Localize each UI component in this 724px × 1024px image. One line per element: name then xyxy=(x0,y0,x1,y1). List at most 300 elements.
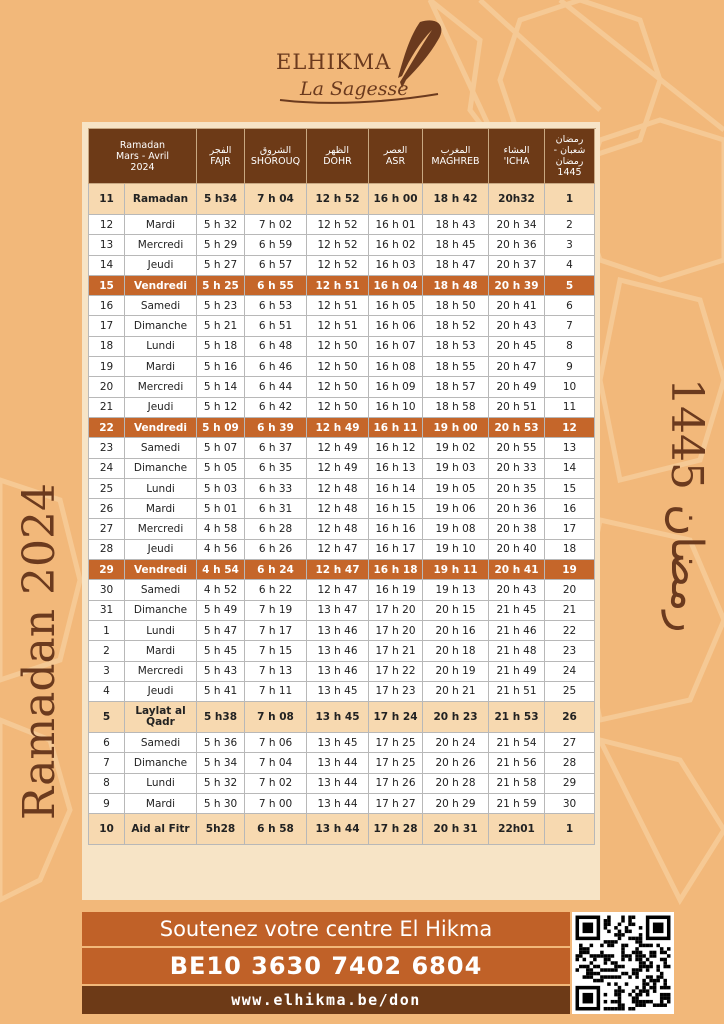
hijri-date: 25 xyxy=(545,681,595,701)
dohr-time: 13 h 47 xyxy=(307,600,369,620)
hijri-date: 22 xyxy=(545,620,595,640)
asr-time: 16 h 04 xyxy=(369,275,423,295)
table-row xyxy=(89,458,595,478)
maghreb-time: 18 h 48 xyxy=(423,275,489,295)
fajr-time: 5 h 41 xyxy=(197,681,245,701)
maghreb-time: 18 h 45 xyxy=(423,235,489,255)
weekday: Dimanche xyxy=(125,458,197,478)
dohr-time: 13 h 45 xyxy=(307,681,369,701)
fajr-time: 5 h34 xyxy=(197,184,245,215)
hijri-date: 26 xyxy=(545,702,595,733)
shorouq-time: 7 h 00 xyxy=(245,794,307,814)
header-shorouq: الشروق SHOROUQ xyxy=(245,129,307,184)
icha-time: 20 h 53 xyxy=(489,417,545,437)
dohr-time: 12 h 48 xyxy=(307,519,369,539)
icha-time: 20 h 38 xyxy=(489,519,545,539)
prayer-timetable xyxy=(88,128,595,845)
gregorian-date: 20 xyxy=(89,377,125,397)
maghreb-time: 19 h 08 xyxy=(423,519,489,539)
weekday: Lundi xyxy=(125,620,197,640)
icha-time: 20 h 41 xyxy=(489,296,545,316)
maghreb-time: 19 h 00 xyxy=(423,417,489,437)
icha-time: 21 h 49 xyxy=(489,661,545,681)
icha-time: 20 h 36 xyxy=(489,235,545,255)
table-row xyxy=(89,661,595,681)
asr-time: 16 h 07 xyxy=(369,336,423,356)
dohr-time: 12 h 47 xyxy=(307,580,369,600)
fajr-time: 5 h 25 xyxy=(197,275,245,295)
shorouq-time: 6 h 24 xyxy=(245,560,307,580)
dohr-time: 12 h 48 xyxy=(307,499,369,519)
shorouq-time: 6 h 57 xyxy=(245,255,307,275)
fajr-time: 5 h 16 xyxy=(197,357,245,377)
icha-time: 20 h 41 xyxy=(489,560,545,580)
icha-time: 22h01 xyxy=(489,814,545,845)
icha-time: 20 h 55 xyxy=(489,438,545,458)
shorouq-time: 6 h 28 xyxy=(245,519,307,539)
hijri-date: 1 xyxy=(545,184,595,215)
iban-banner: BE10 3630 7402 6804 xyxy=(82,948,570,984)
asr-time: 16 h 05 xyxy=(369,296,423,316)
timetable-container xyxy=(82,122,600,900)
maghreb-time: 20 h 19 xyxy=(423,661,489,681)
maghreb-time: 18 h 50 xyxy=(423,296,489,316)
table-row xyxy=(89,397,595,417)
fajr-time: 5 h 30 xyxy=(197,794,245,814)
gregorian-date: 31 xyxy=(89,600,125,620)
icha-time: 20 h 40 xyxy=(489,539,545,559)
dohr-time: 12 h 51 xyxy=(307,275,369,295)
dohr-time: 12 h 50 xyxy=(307,377,369,397)
fajr-time: 5 h 14 xyxy=(197,377,245,397)
donation-link[interactable]: www.elhikma.be/don xyxy=(82,986,570,1014)
hijri-date: 30 xyxy=(545,794,595,814)
header-asr: العصر ASR xyxy=(369,129,423,184)
maghreb-time: 20 h 31 xyxy=(423,814,489,845)
fajr-time: 5 h 09 xyxy=(197,417,245,437)
gregorian-date: 25 xyxy=(89,478,125,498)
gregorian-date: 17 xyxy=(89,316,125,336)
asr-time: 16 h 01 xyxy=(369,215,423,235)
fajr-time: 4 h 58 xyxy=(197,519,245,539)
icha-time: 20 h 49 xyxy=(489,377,545,397)
dohr-time: 12 h 48 xyxy=(307,478,369,498)
shorouq-time: 6 h 22 xyxy=(245,580,307,600)
maghreb-time: 19 h 06 xyxy=(423,499,489,519)
shorouq-time: 7 h 08 xyxy=(245,702,307,733)
fajr-time: 5 h 29 xyxy=(197,235,245,255)
asr-time: 17 h 25 xyxy=(369,733,423,753)
header-dohr: الظهر DOHR xyxy=(307,129,369,184)
table-row xyxy=(89,499,595,519)
gregorian-date: 16 xyxy=(89,296,125,316)
dohr-time: 12 h 52 xyxy=(307,255,369,275)
weekday: Samedi xyxy=(125,296,197,316)
weekday: Mardi xyxy=(125,641,197,661)
maghreb-time: 20 h 16 xyxy=(423,620,489,640)
hijri-date: 29 xyxy=(545,773,595,793)
hijri-date: 9 xyxy=(545,357,595,377)
icha-time: 20 h 43 xyxy=(489,580,545,600)
fajr-time: 5 h 27 xyxy=(197,255,245,275)
dohr-time: 12 h 52 xyxy=(307,235,369,255)
dohr-time: 12 h 52 xyxy=(307,215,369,235)
gregorian-date: 22 xyxy=(89,417,125,437)
table-row xyxy=(89,702,595,733)
hijri-date: 19 xyxy=(545,560,595,580)
asr-time: 17 h 24 xyxy=(369,702,423,733)
asr-time: 17 h 21 xyxy=(369,641,423,661)
gregorian-date: 1 xyxy=(89,620,125,640)
hijri-date: 7 xyxy=(545,316,595,336)
fajr-time: 5 h 18 xyxy=(197,336,245,356)
maghreb-time: 20 h 26 xyxy=(423,753,489,773)
asr-time: 16 h 06 xyxy=(369,316,423,336)
dohr-time: 13 h 44 xyxy=(307,794,369,814)
gregorian-date: 19 xyxy=(89,357,125,377)
shorouq-time: 6 h 55 xyxy=(245,275,307,295)
weekday: Mercredi xyxy=(125,235,197,255)
table-row xyxy=(89,641,595,661)
maghreb-time: 18 h 55 xyxy=(423,357,489,377)
maghreb-time: 20 h 29 xyxy=(423,794,489,814)
maghreb-time: 20 h 15 xyxy=(423,600,489,620)
dohr-time: 12 h 47 xyxy=(307,539,369,559)
fajr-time: 5 h 03 xyxy=(197,478,245,498)
asr-time: 16 h 08 xyxy=(369,357,423,377)
fajr-time: 5 h 07 xyxy=(197,438,245,458)
table-row xyxy=(89,316,595,336)
icha-time: 20 h 47 xyxy=(489,357,545,377)
icha-time: 21 h 51 xyxy=(489,681,545,701)
fajr-time: 5 h 32 xyxy=(197,773,245,793)
maghreb-time: 18 h 43 xyxy=(423,215,489,235)
table-row xyxy=(89,681,595,701)
dohr-time: 13 h 44 xyxy=(307,753,369,773)
asr-time: 16 h 19 xyxy=(369,580,423,600)
weekday: Dimanche xyxy=(125,316,197,336)
shorouq-time: 6 h 48 xyxy=(245,336,307,356)
weekday: Mercredi xyxy=(125,519,197,539)
weekday: Dimanche xyxy=(125,753,197,773)
hijri-date: 12 xyxy=(545,417,595,437)
table-row xyxy=(89,753,595,773)
table-row xyxy=(89,580,595,600)
asr-time: 16 h 02 xyxy=(369,235,423,255)
fajr-time: 5 h 49 xyxy=(197,600,245,620)
weekday: Vendredi xyxy=(125,275,197,295)
gregorian-date: 9 xyxy=(89,794,125,814)
table-row xyxy=(89,560,595,580)
shorouq-time: 6 h 58 xyxy=(245,814,307,845)
dohr-time: 12 h 49 xyxy=(307,417,369,437)
fajr-time: 5 h 01 xyxy=(197,499,245,519)
shorouq-time: 7 h 13 xyxy=(245,661,307,681)
gregorian-date: 8 xyxy=(89,773,125,793)
fajr-time: 5h28 xyxy=(197,814,245,845)
dohr-time: 13 h 46 xyxy=(307,620,369,640)
gregorian-date: 3 xyxy=(89,661,125,681)
hijri-date: 3 xyxy=(545,235,595,255)
hijri-date: 20 xyxy=(545,580,595,600)
table-row xyxy=(89,814,595,845)
hijri-date: 28 xyxy=(545,753,595,773)
dohr-time: 13 h 45 xyxy=(307,702,369,733)
maghreb-time: 20 h 21 xyxy=(423,681,489,701)
icha-time: 21 h 58 xyxy=(489,773,545,793)
gregorian-date: 13 xyxy=(89,235,125,255)
qr-code[interactable] xyxy=(572,912,674,1014)
icha-time: 20 h 45 xyxy=(489,336,545,356)
fajr-time: 5 h 47 xyxy=(197,620,245,640)
gregorian-date: 6 xyxy=(89,733,125,753)
table-row xyxy=(89,794,595,814)
maghreb-time: 20 h 18 xyxy=(423,641,489,661)
weekday: Samedi xyxy=(125,438,197,458)
asr-time: 17 h 26 xyxy=(369,773,423,793)
gregorian-date: 28 xyxy=(89,539,125,559)
icha-time: 21 h 56 xyxy=(489,753,545,773)
fajr-time: 5 h 32 xyxy=(197,215,245,235)
support-banner: Soutenez votre centre El Hikma xyxy=(82,912,570,946)
shorouq-time: 7 h 11 xyxy=(245,681,307,701)
hijri-date: 17 xyxy=(545,519,595,539)
table-row xyxy=(89,215,595,235)
gregorian-date: 11 xyxy=(89,184,125,215)
weekday: Mercredi xyxy=(125,377,197,397)
gregorian-date: 30 xyxy=(89,580,125,600)
weekday: Vendredi xyxy=(125,417,197,437)
icha-time: 20 h 39 xyxy=(489,275,545,295)
fajr-time: 5 h 21 xyxy=(197,316,245,336)
icha-time: 20 h 43 xyxy=(489,316,545,336)
shorouq-time: 7 h 06 xyxy=(245,733,307,753)
hijri-date: 27 xyxy=(545,733,595,753)
hijri-date: 10 xyxy=(545,377,595,397)
dohr-time: 13 h 44 xyxy=(307,773,369,793)
maghreb-time: 19 h 02 xyxy=(423,438,489,458)
weekday: Jeudi xyxy=(125,255,197,275)
weekday: Dimanche xyxy=(125,600,197,620)
shorouq-time: 6 h 46 xyxy=(245,357,307,377)
icha-time: 20 h 35 xyxy=(489,478,545,498)
fajr-time: 4 h 56 xyxy=(197,539,245,559)
gregorian-date: 4 xyxy=(89,681,125,701)
fajr-time: 4 h 54 xyxy=(197,560,245,580)
asr-time: 16 h 18 xyxy=(369,560,423,580)
header-gregorian: Ramadan Mars - Avril 2024 xyxy=(89,129,197,184)
maghreb-time: 18 h 53 xyxy=(423,336,489,356)
weekday: Ramadan xyxy=(125,184,197,215)
asr-time: 17 h 28 xyxy=(369,814,423,845)
maghreb-time: 18 h 52 xyxy=(423,316,489,336)
icha-time: 20 h 37 xyxy=(489,255,545,275)
icha-time: 20 h 36 xyxy=(489,499,545,519)
icha-time: 21 h 53 xyxy=(489,702,545,733)
shorouq-time: 7 h 04 xyxy=(245,753,307,773)
shorouq-time: 7 h 02 xyxy=(245,773,307,793)
table-row xyxy=(89,255,595,275)
hijri-date: 6 xyxy=(545,296,595,316)
icha-time: 20 h 33 xyxy=(489,458,545,478)
table-row xyxy=(89,235,595,255)
asr-time: 17 h 20 xyxy=(369,620,423,640)
shorouq-time: 6 h 51 xyxy=(245,316,307,336)
asr-time: 16 h 14 xyxy=(369,478,423,498)
dohr-time: 12 h 49 xyxy=(307,438,369,458)
fajr-time: 5 h38 xyxy=(197,702,245,733)
dohr-time: 12 h 47 xyxy=(307,560,369,580)
maghreb-time: 20 h 23 xyxy=(423,702,489,733)
shorouq-time: 6 h 59 xyxy=(245,235,307,255)
asr-time: 16 h 16 xyxy=(369,519,423,539)
dohr-time: 12 h 50 xyxy=(307,336,369,356)
shorouq-time: 6 h 26 xyxy=(245,539,307,559)
asr-time: 16 h 03 xyxy=(369,255,423,275)
hijri-date: 5 xyxy=(545,275,595,295)
gregorian-date: 27 xyxy=(89,519,125,539)
asr-time: 16 h 11 xyxy=(369,417,423,437)
shorouq-time: 7 h 02 xyxy=(245,215,307,235)
table-row xyxy=(89,336,595,356)
hijri-date: 8 xyxy=(545,336,595,356)
weekday: Samedi xyxy=(125,733,197,753)
shorouq-time: 7 h 17 xyxy=(245,620,307,640)
table-row xyxy=(89,539,595,559)
maghreb-time: 18 h 57 xyxy=(423,377,489,397)
maghreb-time: 20 h 28 xyxy=(423,773,489,793)
weekday: Samedi xyxy=(125,580,197,600)
asr-time: 16 h 12 xyxy=(369,438,423,458)
icha-time: 21 h 48 xyxy=(489,641,545,661)
weekday: Lundi xyxy=(125,336,197,356)
dohr-time: 12 h 50 xyxy=(307,397,369,417)
asr-time: 17 h 20 xyxy=(369,600,423,620)
maghreb-time: 18 h 58 xyxy=(423,397,489,417)
icha-time: 20 h 51 xyxy=(489,397,545,417)
maghreb-time: 19 h 13 xyxy=(423,580,489,600)
gregorian-date: 14 xyxy=(89,255,125,275)
table-row xyxy=(89,478,595,498)
dohr-time: 13 h 46 xyxy=(307,641,369,661)
table-header xyxy=(89,129,595,184)
maghreb-time: 19 h 11 xyxy=(423,560,489,580)
shorouq-time: 6 h 53 xyxy=(245,296,307,316)
side-title-gregorian: Ramadan 2024 xyxy=(14,482,65,820)
weekday: Mardi xyxy=(125,357,197,377)
fajr-time: 5 h 23 xyxy=(197,296,245,316)
fajr-time: 5 h 36 xyxy=(197,733,245,753)
shorouq-time: 6 h 42 xyxy=(245,397,307,417)
weekday: Vendredi xyxy=(125,560,197,580)
fajr-time: 4 h 52 xyxy=(197,580,245,600)
weekday: Laylat al Qadr xyxy=(125,702,197,733)
table-row xyxy=(89,519,595,539)
asr-time: 17 h 27 xyxy=(369,794,423,814)
table-row xyxy=(89,620,595,640)
hijri-date: 2 xyxy=(545,215,595,235)
table-row xyxy=(89,275,595,295)
fajr-time: 5 h 43 xyxy=(197,661,245,681)
hijri-date: 11 xyxy=(545,397,595,417)
table-row xyxy=(89,296,595,316)
icha-time: 21 h 59 xyxy=(489,794,545,814)
table-row xyxy=(89,600,595,620)
fajr-time: 5 h 34 xyxy=(197,753,245,773)
maghreb-time: 19 h 10 xyxy=(423,539,489,559)
gregorian-date: 21 xyxy=(89,397,125,417)
weekday: Mardi xyxy=(125,794,197,814)
shorouq-time: 6 h 37 xyxy=(245,438,307,458)
table-row xyxy=(89,438,595,458)
weekday: Jeudi xyxy=(125,539,197,559)
dohr-time: 12 h 49 xyxy=(307,458,369,478)
gregorian-date: 5 xyxy=(89,702,125,733)
gregorian-date: 10 xyxy=(89,814,125,845)
header-maghreb: المغرب MAGHREB xyxy=(423,129,489,184)
fajr-time: 5 h 05 xyxy=(197,458,245,478)
asr-time: 16 h 09 xyxy=(369,377,423,397)
asr-time: 16 h 17 xyxy=(369,539,423,559)
table-row xyxy=(89,357,595,377)
dohr-time: 12 h 51 xyxy=(307,296,369,316)
asr-time: 17 h 23 xyxy=(369,681,423,701)
gregorian-date: 23 xyxy=(89,438,125,458)
dohr-time: 12 h 51 xyxy=(307,316,369,336)
shorouq-time: 6 h 44 xyxy=(245,377,307,397)
dohr-time: 13 h 45 xyxy=(307,733,369,753)
hijri-date: 15 xyxy=(545,478,595,498)
hijri-date: 13 xyxy=(545,438,595,458)
hijri-date: 24 xyxy=(545,661,595,681)
header-hijri: رمضان شعبان - رمضان 1445 xyxy=(545,129,595,184)
icha-time: 21 h 54 xyxy=(489,733,545,753)
maghreb-time: 19 h 03 xyxy=(423,458,489,478)
shorouq-time: 6 h 39 xyxy=(245,417,307,437)
header-icha: العشاء 'ICHA xyxy=(489,129,545,184)
icha-time: 21 h 46 xyxy=(489,620,545,640)
icha-time: 20 h 34 xyxy=(489,215,545,235)
icha-time: 20h32 xyxy=(489,184,545,215)
table-row xyxy=(89,184,595,215)
shorouq-time: 6 h 35 xyxy=(245,458,307,478)
fajr-time: 5 h 45 xyxy=(197,641,245,661)
shorouq-time: 7 h 15 xyxy=(245,641,307,661)
asr-time: 16 h 10 xyxy=(369,397,423,417)
maghreb-time: 19 h 05 xyxy=(423,478,489,498)
weekday: Aid al Fitr xyxy=(125,814,197,845)
dohr-time: 12 h 52 xyxy=(307,184,369,215)
table-row xyxy=(89,773,595,793)
shorouq-time: 6 h 31 xyxy=(245,499,307,519)
hijri-date: 21 xyxy=(545,600,595,620)
shorouq-time: 7 h 04 xyxy=(245,184,307,215)
weekday: Mardi xyxy=(125,215,197,235)
gregorian-date: 18 xyxy=(89,336,125,356)
maghreb-time: 18 h 47 xyxy=(423,255,489,275)
hijri-date: 4 xyxy=(545,255,595,275)
logo xyxy=(270,18,450,113)
weekday: Jeudi xyxy=(125,397,197,417)
gregorian-date: 12 xyxy=(89,215,125,235)
gregorian-date: 29 xyxy=(89,560,125,580)
asr-time: 16 h 15 xyxy=(369,499,423,519)
weekday: Lundi xyxy=(125,478,197,498)
icha-time: 21 h 45 xyxy=(489,600,545,620)
weekday: Mardi xyxy=(125,499,197,519)
dohr-time: 13 h 46 xyxy=(307,661,369,681)
weekday: Jeudi xyxy=(125,681,197,701)
